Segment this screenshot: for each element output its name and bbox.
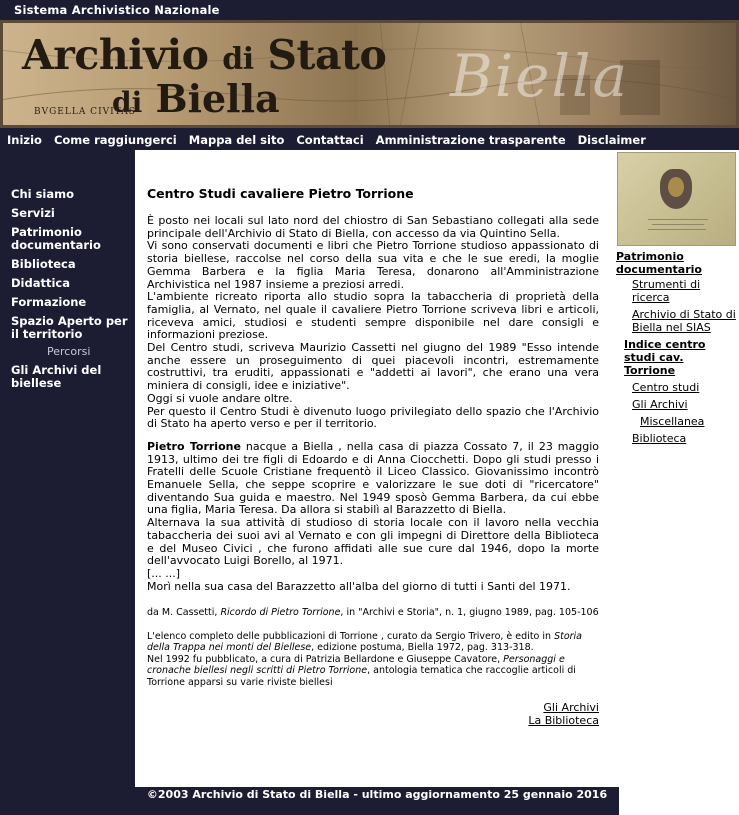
paragraph: È posto nei locali sul lato nord del chiostro di San Sebastiano collegati alla sede principale dell'Archivio di Stato di Biella, con accesso da via Quintino Sella. — [147, 214, 599, 240]
sidebar-item-servizi[interactable]: Servizi — [11, 206, 55, 220]
paragraph: Morì nella sua casa del Barazzetto all'alba del giorno di tutti i Santi del 1971. — [147, 579, 571, 593]
top-bar — [0, 0, 739, 20]
paragraph: L'ambiente ricreato riporta allo studio sopra la tabaccheria di proprietà della famiglia, al Vernato, nel quale il cavaliere Pietro Torrione scriveva libri e articoli, riceveva amici, studiosi e studenti sempre disponibile nel dare consigli e informazioni preziose. — [147, 290, 599, 342]
document-image — [617, 152, 736, 246]
paragraph: Alternava la sua attività di studioso di storia locale con il lavoro nella vecchia tabaccheria dei suoi avi al Vernato e con gli impegni di Direttore della Biblioteca e del Museo Civici , che furono affidati alle sue cure dal 1946, dopo la morte dell'avvocato Luigi Borello, al 1971. — [147, 516, 599, 568]
publications-note — [147, 631, 599, 689]
intro-text — [147, 215, 599, 431]
banner-title-line2: di Biella — [112, 76, 280, 121]
paragraph: Per questo il Centro Studi è divenuto luogo privilegiato dello spazio che l'Archivio di Stato ha aperto verso e per il territorio. — [147, 404, 599, 431]
right-nav-miscellanea[interactable]: Miscellanea — [640, 415, 705, 428]
header-banner — [0, 20, 739, 128]
paragraph: Pietro Torrione nacque a Biella , nella casa di piazza Cossato 7, il 23 maggio 1913, ultimo dei tre figli di Edoardo e di Anna Ciocchetti. Dopo gli studi presso i Fratelli delle Scuole Cristiane frequentò il Liceo Classico. Giovanissimo incontrò Emanuele Sella, che seppe scoprire e valorizzare le sue doti di "ricercatore" diventando Sua guida e maestro. Nel 1949 sposò Gemma Barbera, da cui ebbe una figlia, Maria Teresa. Da allora si stabilì al Barazzetto di Biella. — [147, 439, 599, 517]
map-caption: BVGELLA CIVITAS — [34, 107, 136, 117]
paragraph: Vi sono conservati documenti e libri che Pietro Torrione studioso appassionato di storia biellese, raccolse nel corso della sua vita e che le sue eredi, la moglie Gemma Barbera e la figlia Maria Teresa, donarono all'Amministrazione Archivistica nel 1987 insieme a preziosi arredi. — [147, 239, 599, 291]
sidebar-item-formazione[interactable]: Formazione — [11, 295, 87, 309]
right-nav-sias[interactable]: Archivio di Stato di Biella nel SIAS — [632, 308, 736, 334]
bio-name: Pietro Torrione — [147, 439, 241, 453]
right-sidebar — [613, 150, 739, 815]
right-nav-heading-patrimonio[interactable]: Patrimonio documentario — [616, 250, 702, 276]
paragraph: Del Centro studi, scriveva Maurizio Cassetti nel giugno del 1989 "Esso intende anche essere un proseguimento di quei piacevoli incontri, estremamente costruttivi, tra eruditi, appassionati e "addetti ai lavori", che erano una vera miniera di consigli, idee e iniziative". — [147, 341, 599, 393]
sidebar-item-biblioteca[interactable]: Biblioteca — [11, 257, 76, 271]
paragraph: [... ...] — [147, 566, 181, 580]
biography-text — [147, 441, 599, 593]
nav-transparency-link[interactable]: Amministrazione trasparente — [375, 133, 566, 147]
citation: da M. Cassetti, Ricordo di Pietro Torrione, in "Archivi e Storia", n. 1, giugno 1989, pag. 105-106 — [147, 607, 599, 619]
nav-disclaimer-link[interactable]: Disclaimer — [577, 133, 646, 147]
page-title: Centro Studi cavaliere Pietro Torrione — [147, 186, 414, 201]
sidebar-item-archivi-biellese[interactable]: Gli Archivi del biellese — [11, 363, 102, 390]
sidebar-item-patrimonio[interactable]: Patrimonio documentario — [11, 225, 101, 252]
site-system-title: Sistema Archivistico Nazionale — [14, 3, 220, 17]
nav-directions-link[interactable]: Come raggiungerci — [53, 133, 177, 147]
right-navigation — [616, 250, 738, 449]
note-line: L'elenco completo delle pubblicazioni di Torrione , curato da Sergio Trivero, è edito in Storia della Trappa nei monti del Biellese, edizione postuma, Biella 1972, pag. 313-318. — [147, 630, 582, 654]
note-line: Nel 1992 fu pubblicato, a cura di Patrizia Bellardone e Giuseppe Cavatore, Personaggi e cronache biellesi negli scritti di Pietro Torrione, antologia tematica che raccoglie articoli di Torrione apparsi su varie riviste biellesi — [147, 653, 576, 688]
footer: ©2003 Archivio di Stato di Biella - ultimo aggiornamento 25 gennaio 2016 — [135, 787, 619, 815]
main-navigation — [0, 128, 739, 150]
paragraph: Oggi si vuole andare oltre. — [147, 391, 293, 405]
right-nav-heading-indice[interactable]: Indice centro studi cav. Torrione — [624, 338, 706, 377]
sidebar-item-chi-siamo[interactable]: Chi siamo — [11, 187, 75, 201]
link-la-biblioteca[interactable]: La Biblioteca — [528, 714, 599, 728]
banner-ghost-text: Biella — [450, 42, 630, 110]
sidebar-item-didattica[interactable]: Didattica — [11, 276, 70, 290]
right-nav-biblioteca[interactable]: Biblioteca — [632, 432, 687, 445]
left-sidebar — [0, 150, 135, 815]
sidebar-subitem-percorsi[interactable]: Percorsi — [47, 345, 91, 358]
main-content — [135, 150, 613, 787]
link-gli-archivi[interactable]: Gli Archivi — [543, 701, 599, 715]
banner-title-line1: Archivio di Stato — [22, 31, 387, 79]
coat-of-arms-icon — [660, 169, 692, 209]
right-nav-strumenti[interactable]: Strumenti di ricerca — [632, 278, 701, 304]
bottom-links — [147, 702, 599, 727]
right-nav-centro-studi[interactable]: Centro studi — [632, 381, 700, 394]
nav-sitemap-link[interactable]: Mappa del sito — [188, 133, 285, 147]
right-nav-gli-archivi[interactable]: Gli Archivi — [632, 398, 688, 411]
sidebar-item-spazio-aperto[interactable]: Spazio Aperto per il territorio — [11, 314, 128, 341]
nav-home-link[interactable]: Inizio — [7, 133, 42, 147]
nav-contact-link[interactable]: Contattaci — [296, 133, 364, 147]
